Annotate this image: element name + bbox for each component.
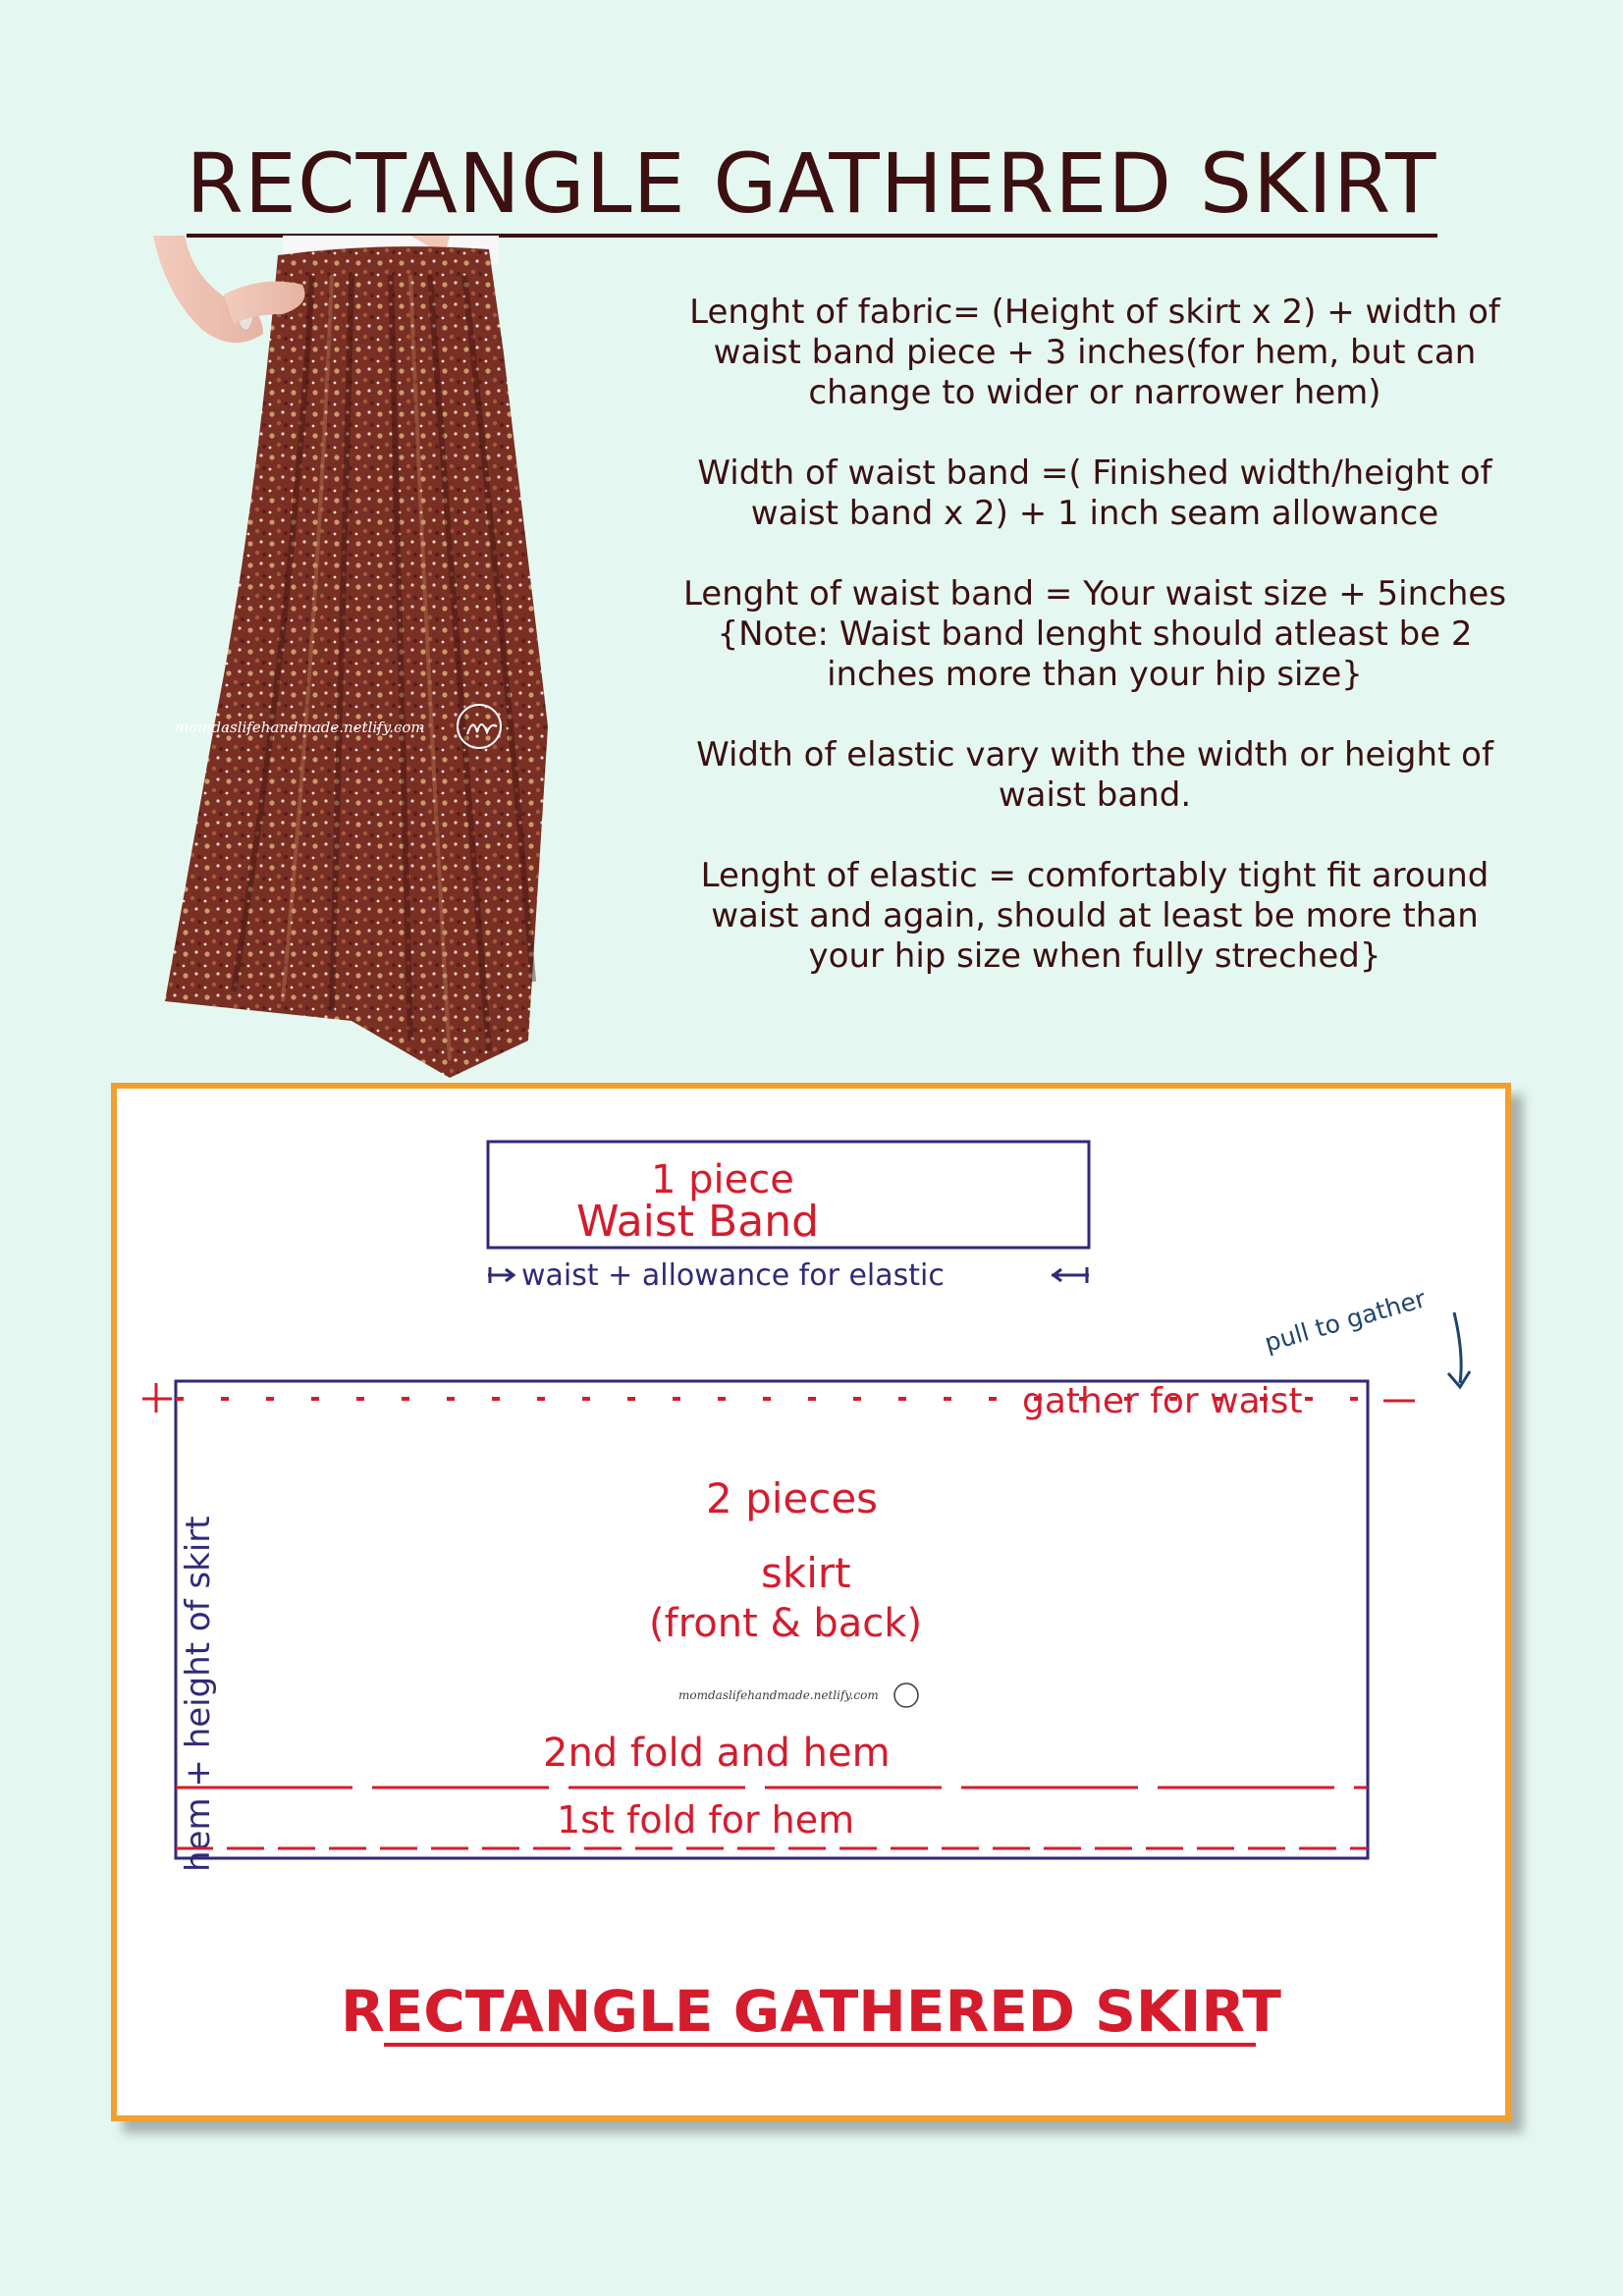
height-label: hem + height of skirt (179, 1516, 218, 1872)
skirt-photo (116, 236, 676, 1078)
watermark-logo-icon (894, 1683, 918, 1707)
note-waistband-length: Lenght of waist band = Your waist size + 5inches {Note: Waist band lenght should atleast be 2 inches more than your hip size} (682, 574, 1507, 694)
skirt-count: 2 pieces (706, 1474, 879, 1522)
note-fabric-length: Lenght of fabric= (Height of skirt x 2) + width of waist band piece + 3 inches(for hem, but can change to wider or narrower hem) (689, 293, 1500, 412)
second-fold-label: 2nd fold and hem (543, 1731, 891, 1776)
dimension-arrow-right-icon (1052, 1267, 1089, 1283)
note-elastic-length: Lenght of elastic = comfortably tight fit around waist and again, should at least be more than your hip size when fully streched} (700, 856, 1489, 976)
skirt-label: skirt (761, 1549, 851, 1597)
gather-label: gather for waist (1022, 1381, 1303, 1421)
dimension-arrow-left-icon (488, 1267, 514, 1283)
pull-to-gather-label: pull to gather (1261, 1284, 1430, 1358)
waistband-count: 1 piece (651, 1157, 794, 1202)
note-waistband-width: Width of waist band =( Finished width/height of waist band x 2) + 1 inch seam allowance (697, 454, 1492, 533)
pattern-diagram (111, 1083, 1511, 2121)
diagram-watermark: momdaslifehandmade.netlify.com (678, 1688, 879, 1702)
waistband-dimension: waist + allowance for elastic (521, 1258, 945, 1293)
photo-watermark: momdaslifehandmade.netlify.com (175, 719, 425, 736)
page-title: RECTANGLE GATHERED SKIRT (0, 135, 1623, 232)
skirt-sub-label: (front & back) (649, 1601, 923, 1646)
instructions (677, 293, 1512, 1017)
first-fold-label: 1st fold for hem (557, 1798, 855, 1842)
waistband-label: Waist Band (576, 1197, 820, 1247)
note-elastic-width: Width of elastic vary with the width or height of waist band. (696, 735, 1493, 815)
diagram-footer-title: RECTANGLE GATHERED SKIRT (341, 1978, 1281, 2045)
